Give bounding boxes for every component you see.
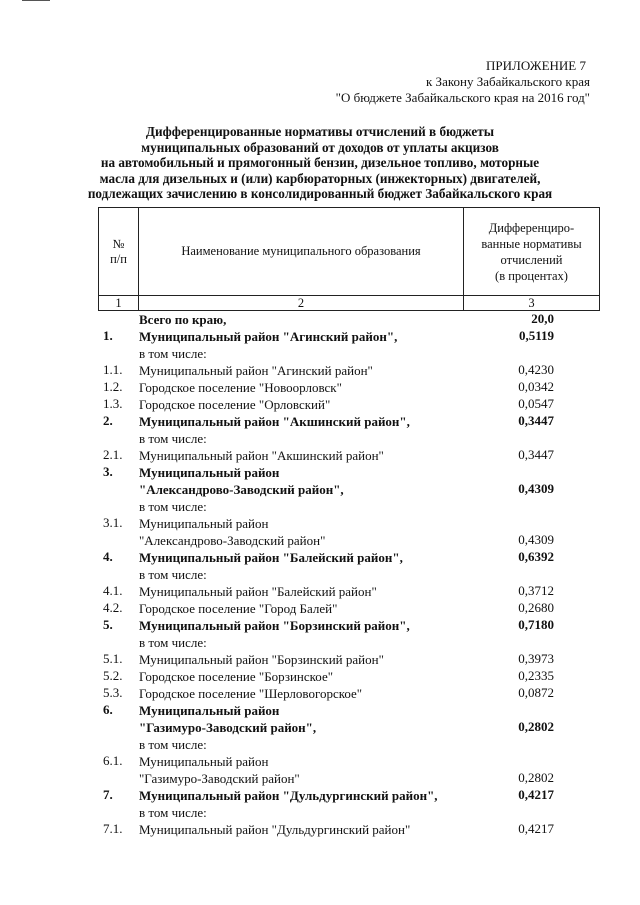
row-name xyxy=(139,821,469,838)
row-value: 0,2802 xyxy=(518,770,554,785)
row-name-line: Городское поселение "Шерловогорское" xyxy=(139,686,363,701)
row-name-line: Муниципальный район "Балейский район" xyxy=(139,584,377,599)
title-line: Дифференцированные нормативы отчислений в бюджеты xyxy=(145,124,495,139)
row-name-line: Всего по краю, xyxy=(139,312,227,327)
row-value: 0,3712 xyxy=(518,583,554,598)
row-subtitle: в том числе: xyxy=(139,737,207,752)
row-name-line: "Александрово-Заводский район" xyxy=(139,533,326,548)
row-name xyxy=(139,328,469,362)
row-number: 2. xyxy=(103,413,113,428)
row-subtitle: в том числе: xyxy=(139,635,207,650)
header-rate: Дифференциро- ванные нормативы отчислений (в процентах) xyxy=(464,208,600,296)
row-number: 1.2. xyxy=(103,379,123,394)
row-value: 0,0342 xyxy=(518,379,554,394)
row-name xyxy=(139,651,469,668)
row-value: 0,5119 xyxy=(518,328,554,343)
row-value: 0,4309 xyxy=(518,481,554,496)
header-col-index: 2 xyxy=(139,296,464,311)
row-name-line: Городское поселение "Борзинское" xyxy=(139,669,334,684)
row-number: 5.3. xyxy=(103,685,123,700)
row-value: 0,4217 xyxy=(518,821,554,836)
row-name xyxy=(139,600,469,617)
row-value: 0,4217 xyxy=(518,787,554,802)
appendix-block xyxy=(336,58,590,106)
row-name xyxy=(139,685,469,702)
row-name-line: Муниципальный район xyxy=(139,703,280,718)
row-number: 2.1. xyxy=(103,447,123,462)
header-col-index: 3 xyxy=(464,296,600,311)
row-name xyxy=(139,396,469,413)
header-col-index: 1 xyxy=(99,296,139,311)
row-name xyxy=(139,379,469,396)
header-number: № п/п xyxy=(99,208,139,296)
row-name-line: Городское поселение "Город Балей" xyxy=(139,601,338,616)
row-name-line: Муниципальный район "Борзинский район", xyxy=(139,618,410,633)
row-value: 0,2680 xyxy=(518,600,554,615)
row-value: 0,7180 xyxy=(518,617,554,632)
row-number: 3. xyxy=(103,464,113,479)
row-number: 4.2. xyxy=(103,600,123,615)
row-name-line: "Газимуро-Заводский район" xyxy=(139,771,300,786)
row-value: 0,4230 xyxy=(518,362,554,377)
row-name-line: Муниципальный район xyxy=(139,465,280,480)
row-value: 0,3447 xyxy=(518,447,554,462)
row-name-line: Муниципальный район "Акшинский район" xyxy=(139,448,384,463)
row-name-line: Муниципальный район xyxy=(139,754,269,769)
row-value: 0,4309 xyxy=(518,532,554,547)
appendix-law-name: "О бюджете Забайкальского края на 2016 год" xyxy=(335,90,590,105)
row-number: 1. xyxy=(103,328,113,343)
row-name-line: Городское поселение "Новоорловск" xyxy=(139,380,342,395)
row-name-line: Муниципальный район "Акшинский район", xyxy=(139,414,410,429)
row-name xyxy=(139,447,469,464)
document-title xyxy=(0,124,640,202)
row-name xyxy=(139,787,469,821)
row-name-line: "Александрово-Заводский район", xyxy=(139,482,344,497)
row-name xyxy=(139,464,469,515)
title-line: масла для дизельных и (или) карбюраторных (инжекторных) двигателей, xyxy=(99,170,541,186)
row-subtitle: в том числе: xyxy=(139,499,207,514)
table-header xyxy=(98,207,600,311)
row-name xyxy=(139,515,469,549)
appendix-law: к Закону Забайкальского края xyxy=(425,74,590,89)
title-line: на автомобильный и прямогонный бензин, дизельное топливо, моторные xyxy=(100,155,540,171)
row-number: 7.1. xyxy=(103,821,123,836)
row-value: 20,0 xyxy=(531,311,554,326)
row-name-line: Муниципальный район "Балейский район", xyxy=(139,550,403,565)
row-name xyxy=(139,702,469,753)
row-name-line: Муниципальный район "Дульдургинский район" xyxy=(139,822,411,837)
row-subtitle: в том числе: xyxy=(139,431,207,446)
row-name xyxy=(139,583,469,600)
row-value: 0,0872 xyxy=(518,685,554,700)
row-number: 4. xyxy=(103,549,113,564)
row-name xyxy=(139,549,469,583)
row-name xyxy=(139,362,469,379)
row-number: 6.1. xyxy=(103,753,123,768)
row-number: 4.1. xyxy=(103,583,123,598)
title-line: подлежащих зачислению в консолидированный бюджет Забайкальского края xyxy=(87,186,553,202)
row-number: 7. xyxy=(103,787,113,802)
top-rule xyxy=(22,0,50,1)
row-value: 0,3973 xyxy=(518,651,554,666)
row-number: 5.1. xyxy=(103,651,123,666)
row-name xyxy=(139,753,469,787)
row-number: 1.1. xyxy=(103,362,123,377)
row-value: 0,2335 xyxy=(518,668,554,683)
appendix-title: ПРИЛОЖЕНИЕ 7 xyxy=(486,58,586,73)
row-value: 0,0547 xyxy=(518,396,554,411)
title-line: муниципальных образований от доходов от уплаты акцизов xyxy=(141,139,499,155)
row-number: 1.3. xyxy=(103,396,123,411)
row-name xyxy=(139,668,469,685)
row-name-line: Муниципальный район xyxy=(139,516,269,531)
row-name-line: Муниципальный район "Агинский район", xyxy=(139,329,398,344)
row-number: 5.2. xyxy=(103,668,123,683)
row-name xyxy=(139,311,469,328)
row-name-line: Муниципальный район "Борзинский район" xyxy=(139,652,384,667)
row-value: 0,2802 xyxy=(518,719,554,734)
row-name xyxy=(139,617,469,651)
row-value: 0,6392 xyxy=(518,549,554,564)
row-number: 6. xyxy=(103,702,113,717)
row-subtitle: в том числе: xyxy=(139,567,207,582)
row-name-line: Муниципальный район "Дульдургинский район", xyxy=(139,788,438,803)
row-subtitle: в том числе: xyxy=(139,805,207,820)
row-number: 3.1. xyxy=(103,515,123,530)
row-value: 0,3447 xyxy=(518,413,554,428)
row-number: 5. xyxy=(103,617,113,632)
row-subtitle: в том числе: xyxy=(139,346,207,361)
row-name-line: Муниципальный район "Агинский район" xyxy=(139,363,373,378)
row-name-line: Городское поселение "Орловский" xyxy=(139,397,331,412)
row-name xyxy=(139,413,469,447)
row-name-line: "Газимуро-Заводский район", xyxy=(139,720,317,735)
header-name: Наименование муниципального образования xyxy=(139,208,464,296)
